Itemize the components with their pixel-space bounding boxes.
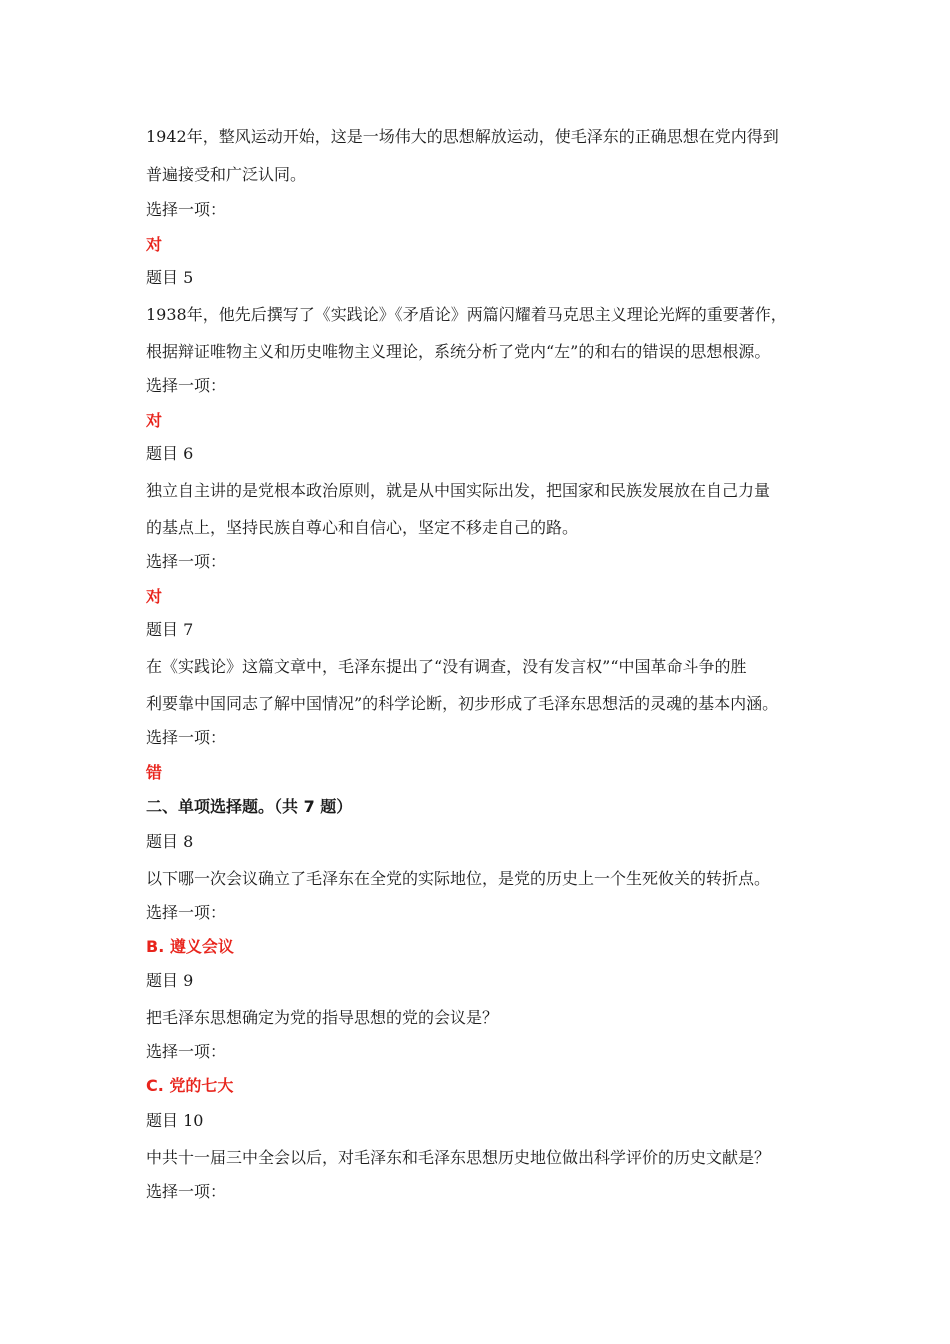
choose-prompt: 选择一项： <box>146 1042 227 1061</box>
question-number: 题目 5 <box>146 268 194 287</box>
question-number: 题目 8 <box>146 832 194 851</box>
answer-text: 对 <box>146 411 163 430</box>
question-number: 题目 7 <box>146 620 194 639</box>
question-text: 中共十一届三中全会以后，对毛泽东和毛泽东思想历史地位做出科学评价的历史文献是？ <box>146 1148 771 1167</box>
question-text: 把毛泽东思想确定为党的指导思想的党的会议是？ <box>146 1008 499 1027</box>
choose-prompt: 选择一项： <box>146 376 227 395</box>
choose-prompt: 选择一项： <box>146 728 227 747</box>
choose-prompt: 选择一项： <box>146 552 227 571</box>
question-text: 的基点上，坚持民族自尊心和自信心，坚定不移走自己的路。 <box>146 518 579 537</box>
question-text: 在《实践论》这篇文章中，毛泽东提出了“没有调查，没有发言权”“中国革命斗争的胜 <box>146 657 747 676</box>
section-heading: 二、单项选择题。（共 7 题） <box>146 797 353 816</box>
question-text: 利要靠中国同志了解中国情况”的科学论断，初步形成了毛泽东思想活的灵魂的基本内涵。 <box>146 694 779 713</box>
question-text: 根据辩证唯物主义和历史唯物主义理论，系统分析了党内“左”的和右的错误的思想根源。 <box>146 342 771 361</box>
question-number: 题目 6 <box>146 444 194 463</box>
answer-text: 对 <box>146 235 163 254</box>
answer-text: B. 遵义会议 <box>146 937 234 956</box>
question-text: 1942年，整风运动开始，这是一场伟大的思想解放运动，使毛泽东的正确思想在党内得到 <box>146 127 779 146</box>
choose-prompt: 选择一项： <box>146 200 227 219</box>
question-text: 普遍接受和广泛认同。 <box>146 165 307 184</box>
question-text: 独立自主讲的是党根本政治原则，就是从中国实际出发，把国家和民族发展放在自己力量 <box>146 481 771 500</box>
question-text: 1938年，他先后撰写了《实践论》《矛盾论》两篇闪耀着马克思主义理论光辉的重要著作， <box>146 305 787 324</box>
answer-text: C. 党的七大 <box>146 1076 234 1095</box>
question-number: 题目 10 <box>146 1111 204 1130</box>
answer-text: 对 <box>146 587 163 606</box>
choose-prompt: 选择一项： <box>146 903 227 922</box>
choose-prompt: 选择一项： <box>146 1182 227 1201</box>
question-number: 题目 9 <box>146 971 194 990</box>
answer-text: 错 <box>146 763 163 782</box>
question-text: 以下哪一次会议确立了毛泽东在全党的实际地位，是党的历史上一个生死攸关的转折点。 <box>146 869 771 888</box>
